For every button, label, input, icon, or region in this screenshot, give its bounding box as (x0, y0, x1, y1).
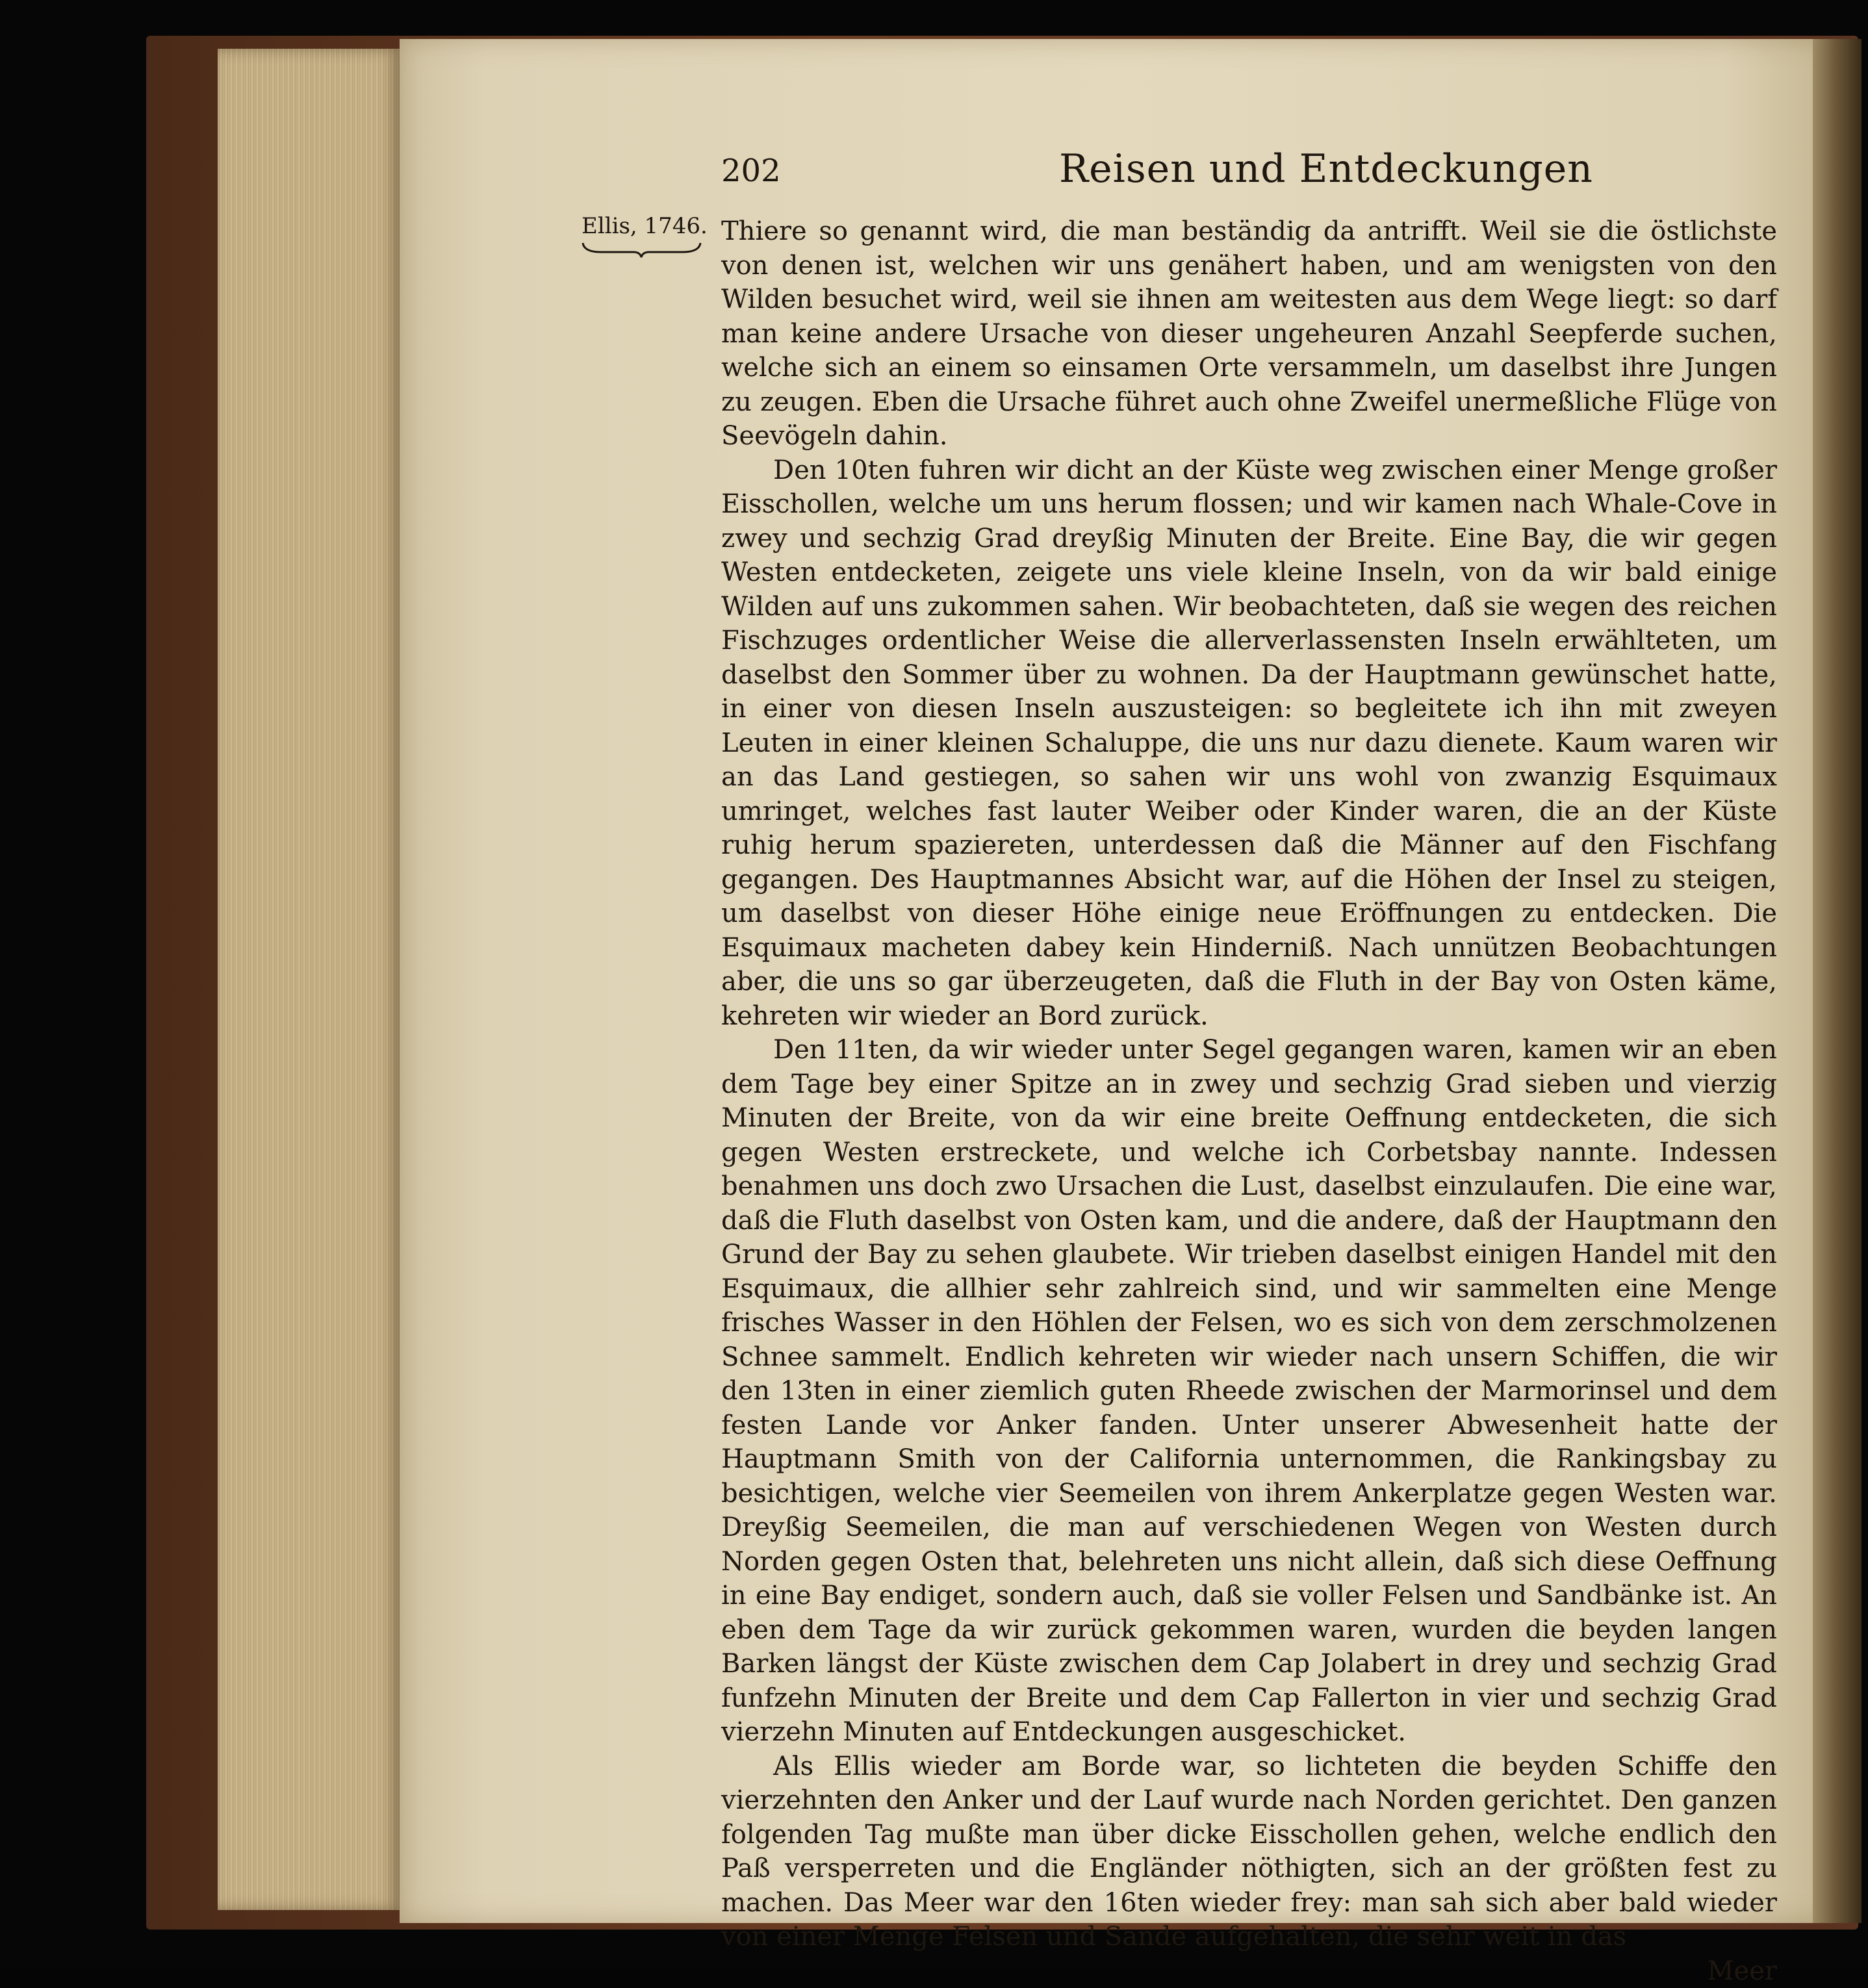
paragraph-2: Den 10ten fuhren wir dicht an der Küste weg zwischen einer Menge großer Eisschollen, welche um uns herum flossen; und wir kamen nach Whale-Cove in zwey und sechzig Grad dreyßig Minuten der Breite. Eine Bay, die wir gegen Westen entdecketen, zeigete uns viele kleine Inseln, von da wir bald einige Wilden auf uns zukommen sahen. Wir beobachteten, daß sie wegen des reichen Fischzuges ordentlicher Weise die allerverlassensten Inseln erwählteten, um daselbst den Sommer über zu wohnen. Da der Hauptmann gewünschet hatte, in einer von diesen Inseln auszusteigen: so begleitete ich ihn mit zweyen Leuten in einer kleinen Schaluppe, die uns nur dazu dienete. Kaum waren wir an das Land gestiegen, so sahen wir uns wohl von zwanzig Esquimaux umringet, welches fast lauter Weiber oder Kinder waren, die an der Küste ruhig herum spaziereten, unterdessen daß die Männer auf den Fischfang gegangen. Des Hauptmannes Absicht war, auf die Höhen der Insel zu steigen, um daselbst von dieser Höhe einige neue Eröffnungen zu entdecken. Die Esquimaux macheten dabey kein Hinderniß. Nach unnützen Beobachtungen aber, die uns so gar überzeugeten, daß die Fluth in der Bay von Osten käme, kehreten wir wieder an Bord zurück. (721, 453, 1777, 1034)
paragraph-3: Den 11ten, da wir wieder unter Segel gegangen waren, kamen wir an eben dem Tage bey einer Spitze an in zwey und sechzig Grad sieben und vierzig Minuten der Breite, von da wir eine breite Oeffnung entdecketen, die sich gegen Westen erstreckete, und welche ich Corbetsbay nannte. Indessen benahmen uns doch zwo Ursachen die Lust, daselbst einzulaufen. Die eine war, daß die Fluth daselbst von Osten kam, und die andere, daß der Hauptmann den Grund der Bay zu sehen glaubete. Wir trieben daselbst einigen Handel mit den Esquimaux, die allhier sehr zahlreich sind, und wir sammelten eine Menge frisches Wasser in den Höhlen der Felsen, wo es sich von dem zerschmolzenen Schnee sammelt. Endlich kehreten wir wieder nach unsern Schiffen, die wir den 13ten in einer ziemlich guten Rheede zwischen der Marmorinsel und dem festen Lande vor Anker fanden. Unter unserer Abwesenheit hatte der Hauptmann Smith von der California unternommen, die Rankingsbay zu besichtigen, welche vier Seemeilen von ihrem Ankerplatze gegen Westen war. Dreyßig Seemeilen, die man auf verschiedenen Wegen von Westen durch Norden gegen Osten that, belehreten uns nicht allein, daß sich diese Oeffnung in eine Bay endiget, sondern auch, daß sie voller Felsen und Sandbänke ist. An eben dem Tage da wir zurück gekommen waren, wurden die beyden langen Barken längst der Küste zwischen dem Cap Jolabert in drey und sechzig Grad funfzehn Minuten der Breite und dem Cap Fallerton in vier und sechzig Grad vierzehn Minuten auf Entdeckungen ausgeschicket. (721, 1033, 1777, 1750)
margin-note (582, 213, 718, 259)
margin-note-text: Ellis, 1746. (582, 213, 708, 239)
page-header (721, 146, 1793, 205)
margin-brace-icon (582, 240, 702, 259)
catchword: Meer (721, 1954, 1777, 1988)
paragraph-4: Als Ellis wieder am Borde war, so lichteten die beyden Schiffe den vierzehnten den Anker und der Lauf wurde nach Norden gerichtet. Den ganzen folgenden Tag mußte man über dicke Eisschollen gehen, welche endlich den Paß versperreten und die Engländer nöthigten, sich an der größten fest zu machen. Das Meer war den 16ten wieder frey: man sah sich aber bald wieder von einer Menge Felsen und Sande aufgehalten, die sehr weit in das (721, 1750, 1777, 1954)
paragraph-1: Thiere so genannt wird, die man beständig da antrifft. Weil sie die östlichste von denen ist, welchen wir uns genähert haben, und am wenigsten von den Wilden besuchet wird, weil sie ihnen am weitesten aus dem Wege liegt: so darf man keine andere Ursache von dieser ungeheuren Anzahl Seepferde suchen, welche sich an einem so einsamen Orte versammeln, um daselbst ihre Jungen zu zeugen. Eben die Ursache führet auch ohne Zweifel unermeßliche Flüge von Seevögeln dahin. (721, 214, 1777, 453)
body-text (721, 214, 1777, 1988)
page-block-edge (218, 49, 400, 1910)
page-number: 202 (721, 153, 781, 189)
page-gutter-shadow (1813, 39, 1862, 1923)
running-title: Reisen und Entdeckungen (1059, 146, 1593, 192)
